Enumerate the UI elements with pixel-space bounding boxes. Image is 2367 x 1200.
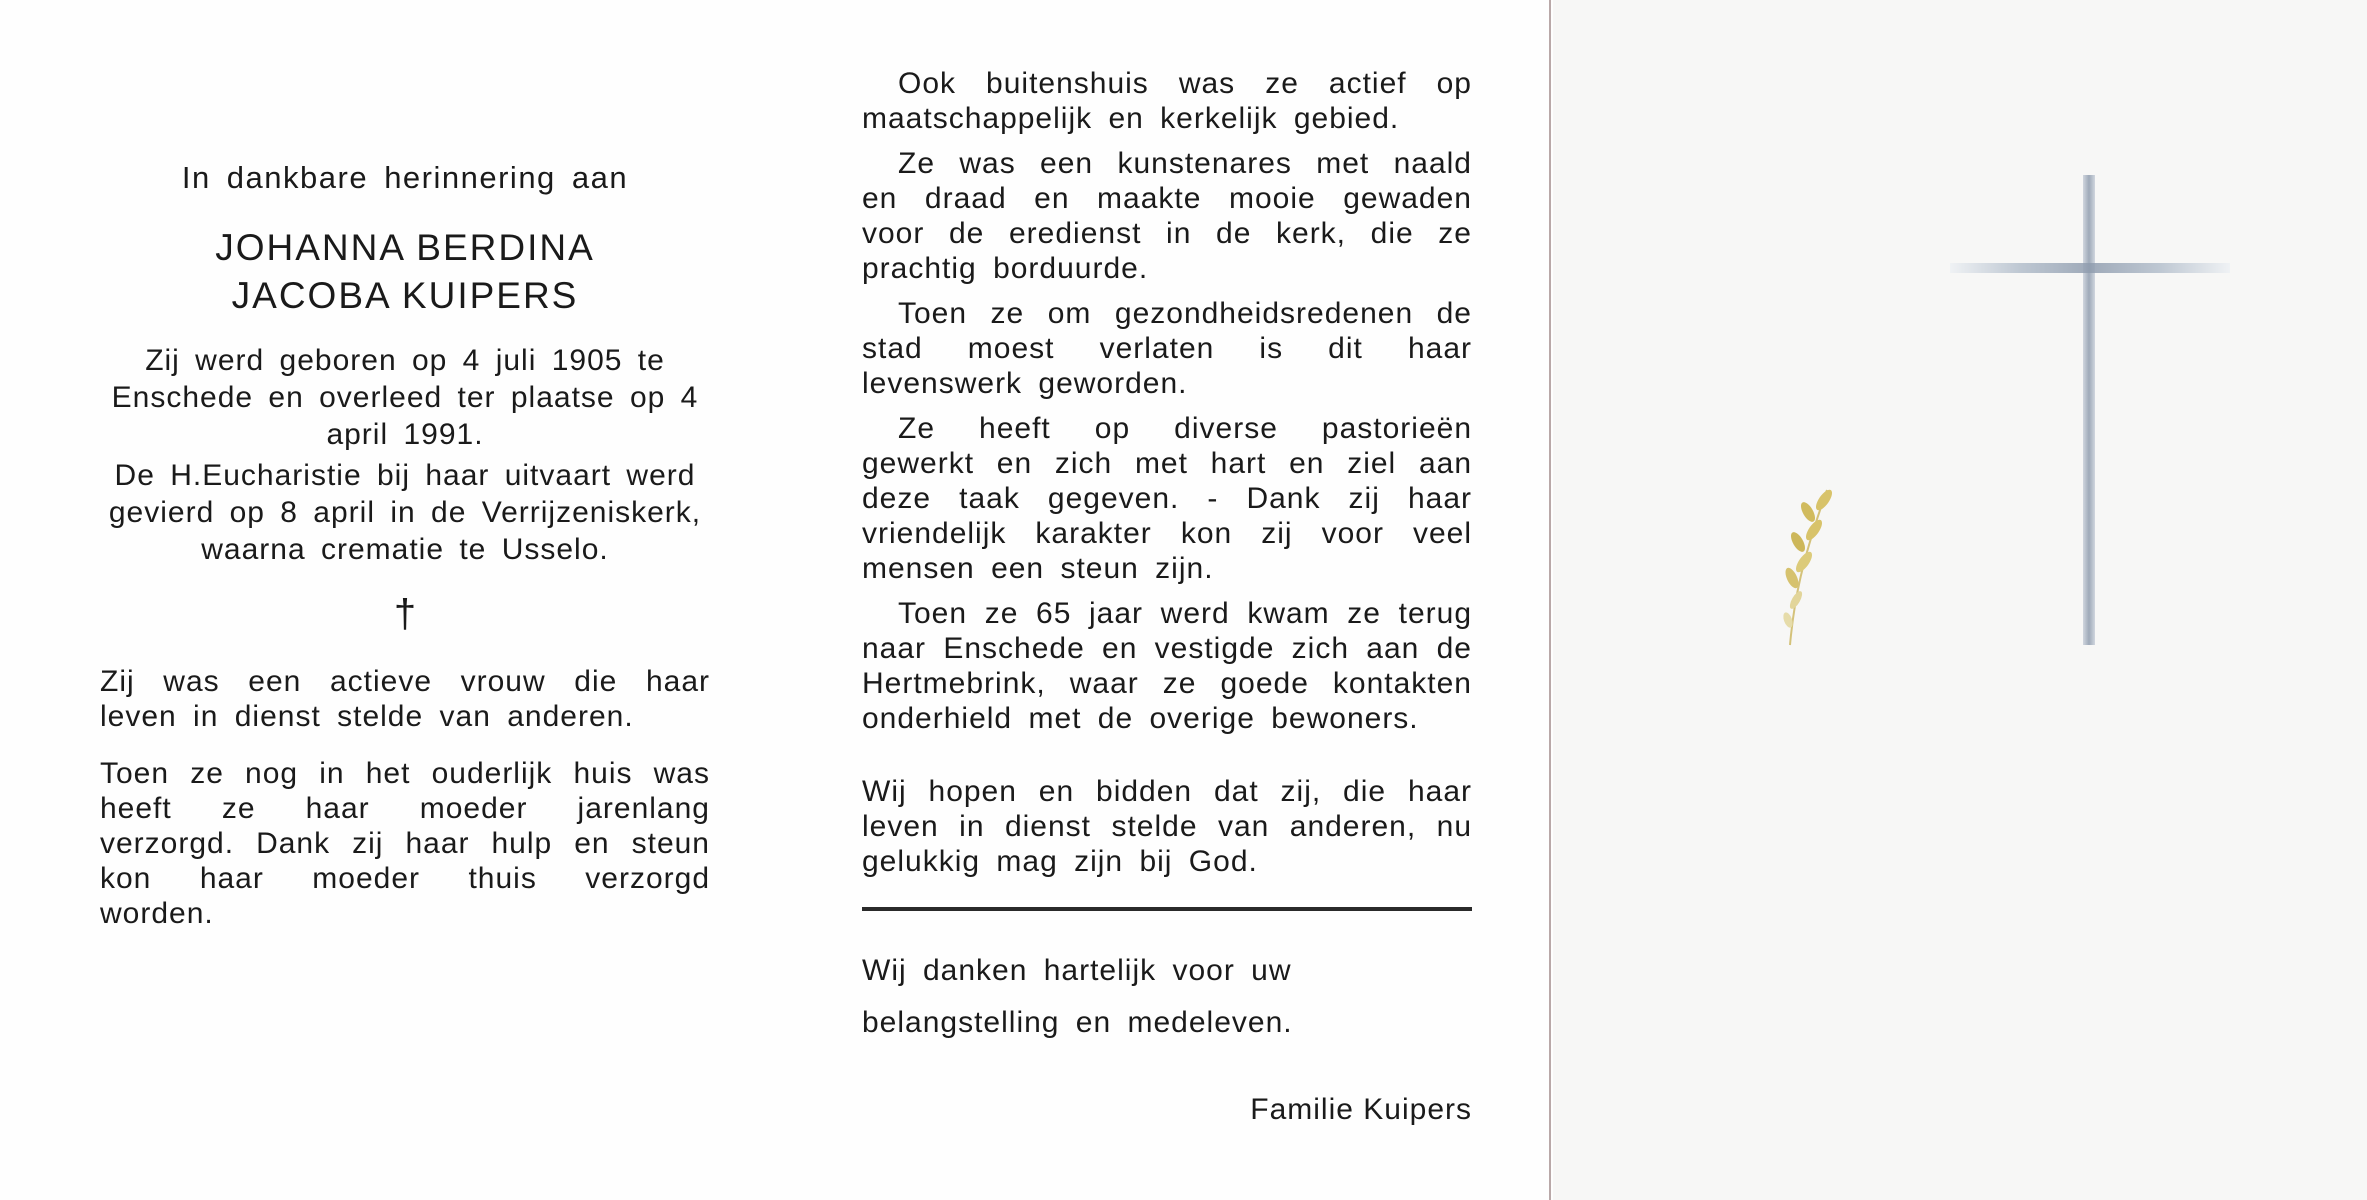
- funeral-text: De H.Eucharistie bij haar uitvaart werd gevierd op 8 april in de Verrijzeniskerk, waarna crematie te Usselo.: [108, 459, 702, 566]
- intro-text: In dankbare herinnering aan: [181, 160, 629, 195]
- closing-prayer: Wij hopen en bidden dat zij, die haar leven in dienst stelde van anderen, nu gelukkig mag zijn bij God.: [862, 775, 1472, 878]
- paragraph-active-woman: Zij was een actieve vrouw die haar leven in dienst stelde van anderen.: [100, 665, 710, 733]
- gold-wheat-branch-icon: [1772, 480, 1842, 650]
- paragraph-rectories: Ze heeft op diverse pastorieën gewerkt en zich met hart en ziel aan deze taak gegeven. - Dank zij haar vriendelijk karakter kon zij voor veel mensen een steun zijn.: [862, 412, 1472, 585]
- paragraph-artist: Ze was een kunstenares met naald en draad en maakte mooie gewaden voor de eredienst in de kerk, die ze prachtig borduurde.: [862, 147, 1472, 285]
- middle-column: [862, 66, 1472, 1127]
- family-signature: Familie Kuipers: [1250, 1093, 1472, 1126]
- paragraph-outside-home: Ook buitenshuis was ze actief op maatschappelijk en kerkelijk gebied.: [862, 67, 1472, 135]
- thanks-text: Wij danken hartelijk voor uw belangstelling en medeleven.: [862, 954, 1293, 1039]
- card-fold-line: [1549, 0, 1551, 1200]
- paragraph-health: Toen ze om gezondheidsredenen de stad moest verlaten is dit haar levenswerk geworden.: [862, 297, 1472, 400]
- left-column: [100, 160, 710, 953]
- birth-death-text: Zij werd geboren op 4 juli 1905 te Enschede en overleed ter plaatse op 4 april 1991.: [111, 344, 699, 451]
- dagger-cross-icon: †: [393, 592, 417, 636]
- paragraph-return: Toen ze 65 jaar werd kwam ze terug naar Enschede en vestigde zich aan de Hertmebrink, waar ze goede kontakten onderhield met de overige bewoners.: [862, 597, 1472, 735]
- paragraph-parental-home: Toen ze nog in het ouderlijk huis was heeft ze haar moeder jarenlang verzorgd. Dank zij haar hulp en steun kon haar moeder thuis verzorgd worden.: [100, 757, 710, 930]
- silver-cross-icon: [1950, 175, 2230, 645]
- divider-line: [862, 907, 1472, 911]
- name-line-1: JOHANNA BERDINA: [215, 227, 595, 268]
- deceased-name: [100, 224, 710, 320]
- name-line-2: JACOBA KUIPERS: [231, 275, 579, 316]
